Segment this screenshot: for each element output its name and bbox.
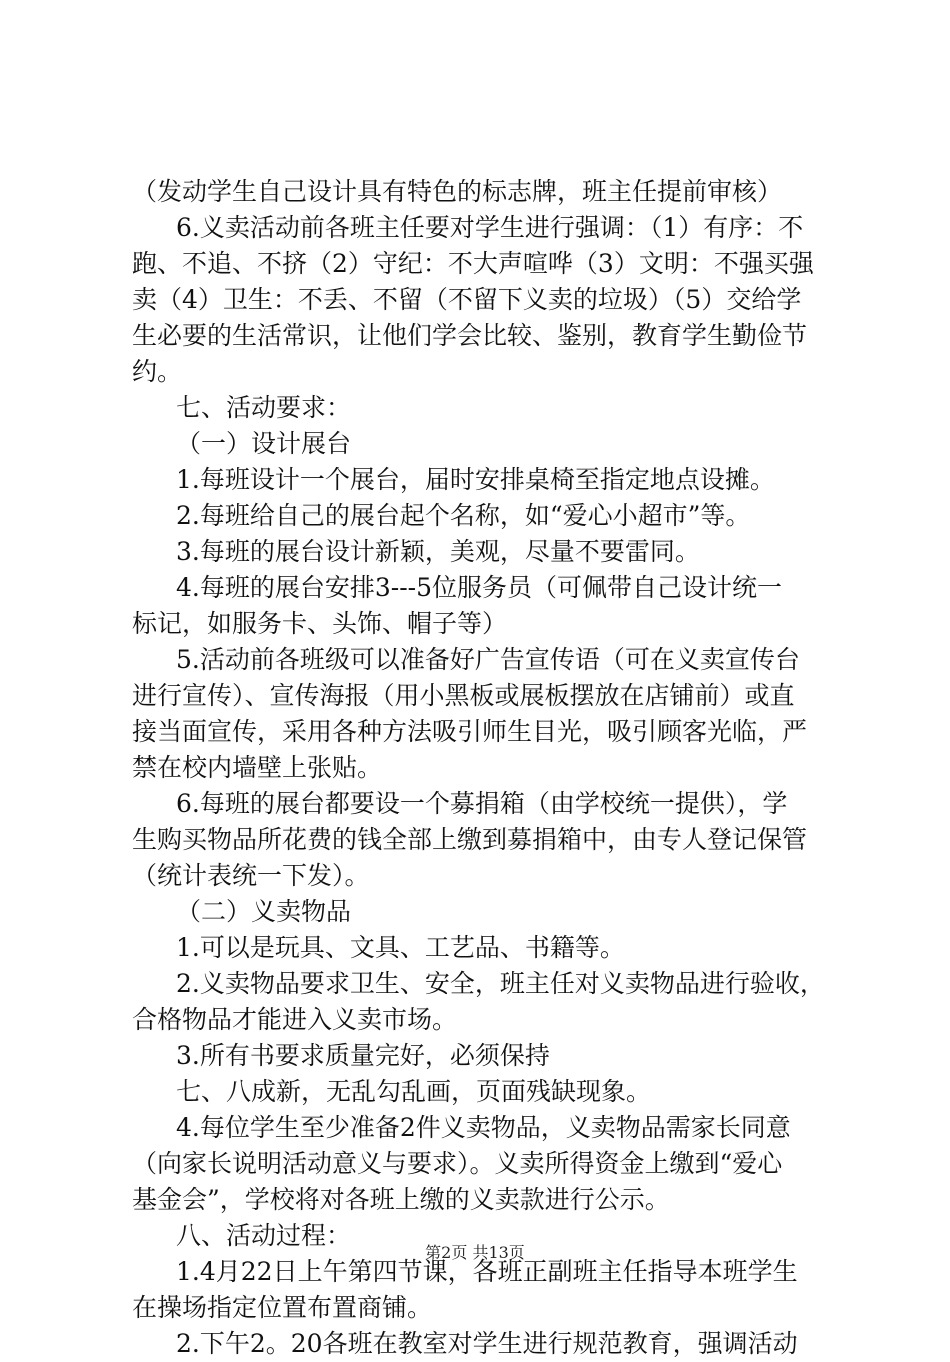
page-number-label: 第2页 共13页 [425,1243,525,1262]
text-line: 4.每位学生至少准备2件义卖物品，义卖物品需家长同意 [176,1113,791,1142]
text-line: 跑、不追、不挤（2）守纪：不大声喧哗（3）文明：不强买强 [132,249,814,278]
text-line: 八、活动过程： [176,1221,352,1250]
text-line: （向家长说明活动意义与要求）。义卖所得资金上缴到“爱心 [132,1149,783,1178]
text-line: 约。 [132,357,183,386]
text-line: 3.所有书要求质量完好，必须保持 [176,1041,550,1070]
text-line: 1.可以是玩具、文具、工艺品、书籍等。 [176,933,625,962]
text-line: 合格物品才能进入义卖市场。 [132,1005,458,1034]
text-line: （一）设计展台 [176,429,352,458]
text-line: 5.活动前各班级可以准备好广告宣传语（可在义卖宣传台 [176,645,800,674]
text-line: 在操场指定位置布置商铺。 [132,1293,433,1322]
text-line: 禁在校内墙壁上张贴。 [132,753,383,782]
text-line: 基金会”，学校将对各班上缴的义卖款进行公示。 [132,1185,670,1214]
text-line: 4.每班的展台安排3---5位服务员（可佩带自己设计统一 [176,573,783,602]
text-line: 七、活动要求： [176,393,352,422]
text-line: 2.每班给自己的展台起个名称，如“爱心小超市”等。 [176,501,751,530]
text-line: （发动学生自己设计具有特色的标志牌，班主任提前审核） [132,177,783,206]
text-line: 1.每班设计一个展台，届时安排桌椅至指定地点设摊。 [176,465,775,494]
text-line: 2.义卖物品要求卫生、安全，班主任对义卖物品进行验收， [176,969,825,998]
text-line: 3.每班的展台设计新颖，美观，尽量不要雷同。 [176,537,700,566]
text-line: 卖（4）卫生：不丢、不留（不留下义卖的垃圾）（5）交给学 [132,285,802,314]
text-line: 标记，如服务卡、头饰、帽子等） [132,609,508,638]
text-line: 生购买物品所花费的钱全部上缴到募捐箱中，由专人登记保管 [132,825,808,854]
text-line: 生必要的生活常识，让他们学会比较、鉴别，教育学生勤俭节 [132,321,808,350]
page-footer [0,1241,950,1265]
text-line: 1.4月22日上午第四节课，各班正副班主任指导本班学生 [176,1257,798,1286]
text-line: （统计表统一下发）。 [132,861,370,890]
text-line: 七、八成新，无乱勾乱画，页面残缺现象。 [176,1077,652,1106]
document-body [132,174,832,1362]
text-line: 进行宣传）、宣传海报（用小黑板或展板摆放在店铺前）或直 [132,681,795,710]
text-line: （二）义卖物品 [176,897,352,926]
text-line: 2.下午2。20各班在教室对学生进行规范教育，强调活动 [176,1329,798,1358]
text-line: 接当面宣传，采用各种方法吸引师生目光，吸引顾客光临，严 [132,717,808,746]
text-line: 6.每班的展台都要设一个募捐箱（由学校统一提供），学 [176,789,788,818]
text-line: 6.义卖活动前各班主任要对学生进行强调：（1）有序：不 [176,213,804,242]
